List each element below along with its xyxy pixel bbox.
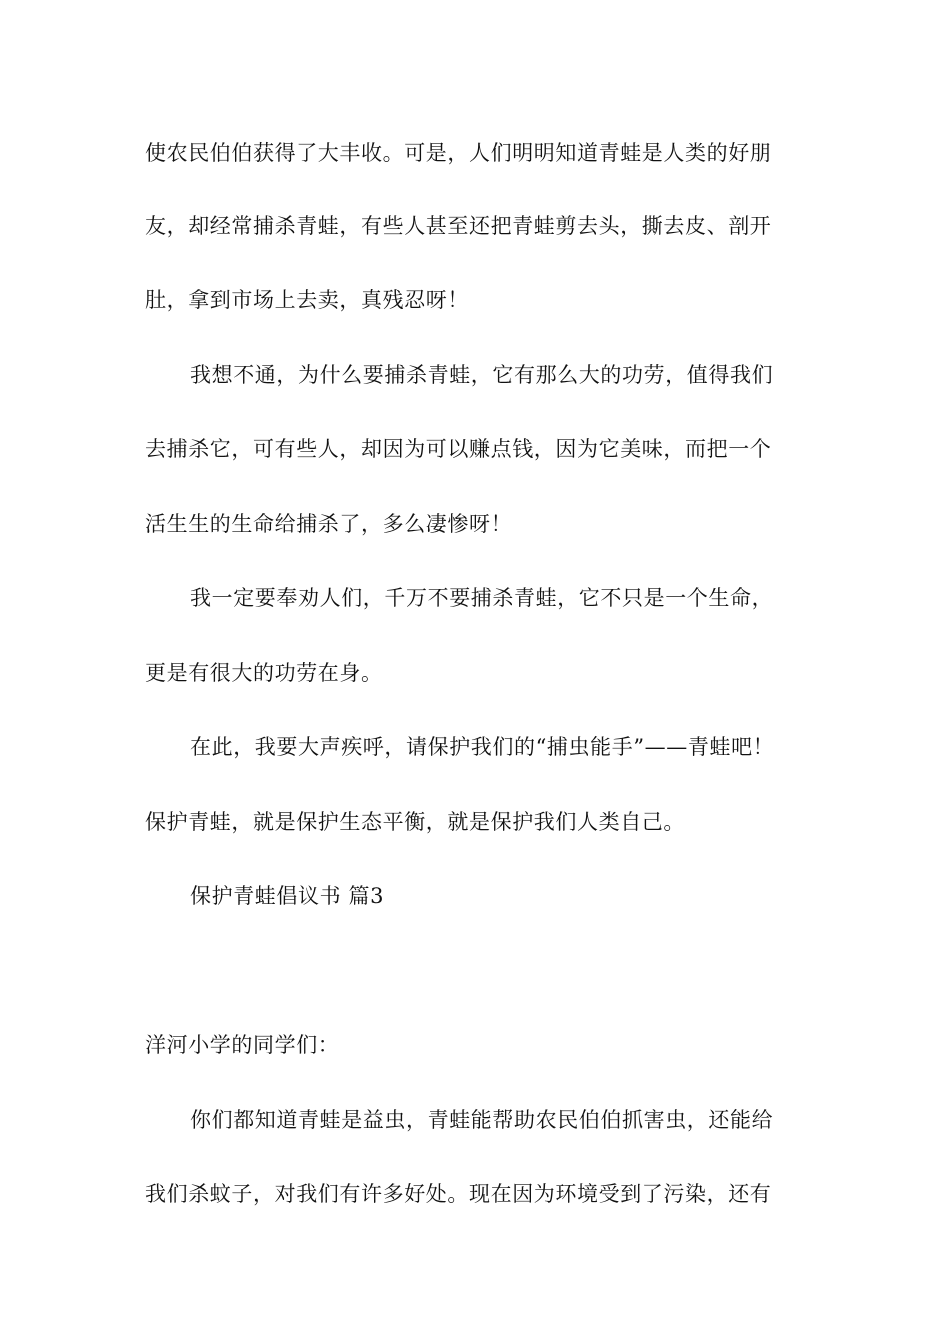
paragraph-line: 使农民伯伯获得了大丰收。可是，人们明明知道青蛙是人类的好朋 [145, 141, 772, 165]
paragraph-line: 友，却经常捕杀青蛙，有些人甚至还把青蛙剪去头，撕去皮、剖开 [145, 214, 772, 238]
paragraph-line: 你们都知道青蛙是益虫，青蛙能帮助农民伯伯抓害虫，还能给 [190, 1108, 774, 1132]
paragraph-line: 在此，我要大声疾呼，请保护我们的“捕虫能手”——青蛙吧！ [190, 735, 775, 759]
paragraph-line: 我们杀蚊子，对我们有许多好处。现在因为环境受到了污染，还有 [145, 1182, 772, 1206]
paragraph-line: 更是有很大的功劳在身。 [145, 661, 383, 685]
salutation: 洋河小学的同学们： [145, 1033, 340, 1057]
paragraph-line: 我一定要奉劝人们，千万不要捕杀青蛙，它不只是一个生命， [190, 586, 774, 610]
paragraph-line: 保护青蛙，就是保护生态平衡，就是保护我们人类自己。 [145, 810, 685, 834]
paragraph-line: 我想不通，为什么要捕杀青蛙，它有那么大的功劳，值得我们 [190, 363, 774, 387]
paragraph-line: 去捕杀它，可有些人，却因为可以赚点钱，因为它美味，而把一个 [145, 437, 772, 461]
section-heading: 保护青蛙倡议书 篇3 [190, 884, 385, 908]
paragraph-line: 肚，拿到市场上去卖，真残忍呀！ [145, 288, 469, 312]
paragraph-line: 活生生的生命给捕杀了，多么凄惨呀！ [145, 512, 513, 536]
